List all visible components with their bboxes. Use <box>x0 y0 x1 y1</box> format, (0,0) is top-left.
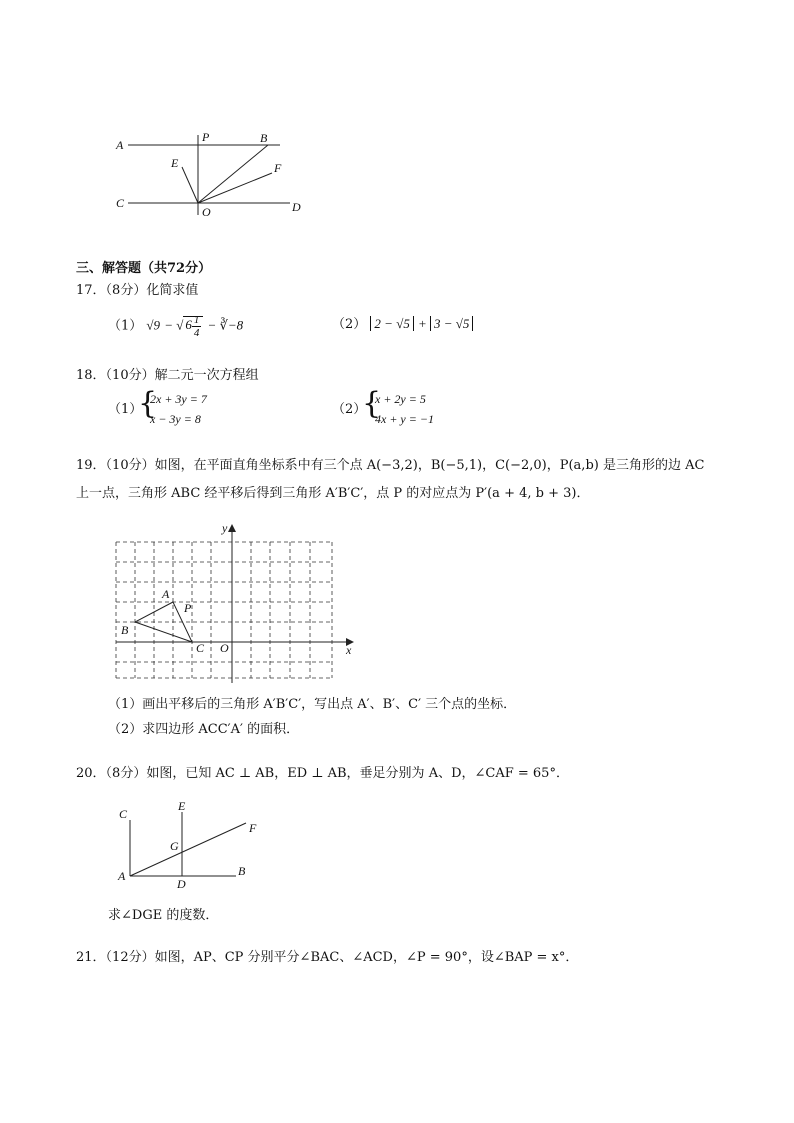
section-title: 三、解答题（共72分） <box>76 261 212 276</box>
q18-p1-eq1: 2x + 3y = 7 <box>150 392 207 406</box>
label-o: O <box>220 641 229 655</box>
q17-p1-sqrt9: √9 <box>146 317 161 333</box>
label-c: C <box>196 641 205 655</box>
label-b: B <box>260 131 268 145</box>
label-y: y <box>222 521 228 535</box>
q17-p2-label: （2） <box>332 317 367 332</box>
q17-p1-num: 1 <box>193 314 200 326</box>
q19-line2: 上一点，三角形 ABC 经平移后得到三角形 A′B′C′，点 P 的对应点为 P′(a + 4, b + 3)． <box>76 486 590 501</box>
ray-of <box>198 173 272 203</box>
ray-ob <box>198 145 268 203</box>
label-g: G <box>170 839 179 853</box>
q17-p1-den: 4 <box>193 327 200 339</box>
label-p: P <box>202 130 210 144</box>
q18-p2-eq2: 4x + y = −1 <box>375 412 434 426</box>
label-b: B <box>121 623 129 637</box>
q17-p2-plus: + <box>417 316 431 331</box>
q20-line1: 20．（8分）如图，已知 AC ⊥ AB，ED ⊥ AB，垂足分别为 A、D，∠CAF = 65°． <box>76 766 569 781</box>
q18-p2-label: （2） <box>332 402 367 417</box>
label-e: E <box>171 156 179 170</box>
q17-part1: （1） √9 − √ 6 $\frac{1}{4}$ − ∛−8 <box>108 314 244 339</box>
label-a: A <box>118 869 126 883</box>
q18-p1-brace: { <box>138 386 158 421</box>
label-d: D <box>292 200 301 214</box>
q18-p1-label: （1） <box>108 402 143 417</box>
q17-p2-abs1: 2 − √5 <box>370 316 413 331</box>
label-f: F <box>249 821 257 835</box>
q17-p1-whole: 6 <box>185 317 192 333</box>
grid-lines <box>116 542 332 678</box>
q19-coordinate-grid <box>110 518 360 683</box>
label-b: B <box>238 864 246 878</box>
q17-p1-label: （1） <box>108 318 143 334</box>
label-a: A <box>116 138 124 152</box>
q21-line1: 21．（12分）如图，AP、CP 分别平分∠BAC、∠ACD，∠P = 90°，设∠BAP = x°． <box>76 950 579 965</box>
q20-ask: 求∠DGE 的度数． <box>108 908 219 923</box>
q19-sub2: （2）求四边形 ACC′A′ 的面积． <box>108 722 300 737</box>
label-x: x <box>346 643 352 657</box>
label-a: A <box>162 587 170 601</box>
y-axis-arrow <box>228 524 236 532</box>
q18-p2-eq1: x + 2y = 5 <box>375 392 426 406</box>
ray-oe <box>182 167 198 203</box>
q18-p2-brace: { <box>362 386 382 421</box>
q18-header: 18．（10分）解二元一次方程组 <box>76 368 259 383</box>
ray-af <box>130 823 246 876</box>
q17-p1-minus: − <box>164 317 177 333</box>
label-p: P <box>184 601 192 615</box>
label-f: F <box>274 161 282 175</box>
label-d: D <box>177 877 186 891</box>
q20-figure <box>110 796 270 892</box>
label-c: C <box>119 807 128 821</box>
q17-header: 17．（8分）化简求值 <box>76 283 199 298</box>
q18-p2-system <box>375 389 434 429</box>
q19-sub1: （1）画出平移后的三角形 A′B′C′，写出点 A′、B′、C′ 三个点的坐标． <box>108 697 517 712</box>
label-o: O <box>202 205 211 219</box>
q17-part2 <box>332 316 473 333</box>
figure-parallel-lines <box>110 125 320 230</box>
q19-line1: 19．（10分）如图，在平面直角坐标系中有三个点 A(−3,2)，B(−5,1)，C(−2,0)，P(a,b) 是三角形的边 AC <box>76 458 705 473</box>
q18-p1-eq2: x − 3y = 8 <box>150 412 201 426</box>
label-e: E <box>178 799 186 813</box>
q17-p1-tail: − ∛−8 <box>207 317 244 333</box>
q18-p1-system <box>150 389 207 429</box>
q17-p2-abs2: 3 − √5 <box>430 316 473 331</box>
label-c: C <box>116 196 125 210</box>
